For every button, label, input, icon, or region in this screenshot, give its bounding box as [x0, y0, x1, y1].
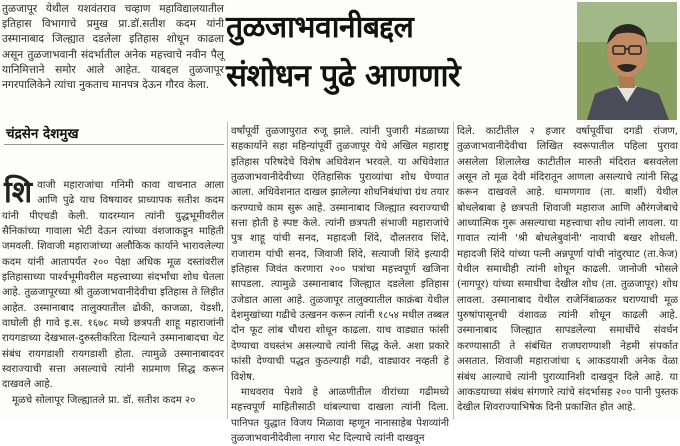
article-intro [2, 2, 224, 93]
column-2-paragraph-1: वर्षांपूर्वी तुळजापुरात रुजू झाले. त्यांनी पुजारी मंडळाच्या सहकार्याने सहा महिन्यांपूर्वी तुळजापूर येथे अखिल महाराष्ट्र इतिहास परिषदेचे विशेष अधिवेशन भरवले. या अधिवेशात तुळजाभवानीदेवीच्या ऐतिहासिक पुराव्यांचा शोध घेण्यात आला. अधिवेशनात दाखल झालेल्या शोधनिबंधांचा ग्रंथ तयार करण्याचे काम सुरू आहे. उस्मानाबाद जिल्ह्यात स्वराज्याची सत्ता होती हे स्पष्ट केले. त्यांनी छत्रपती संभाजी महाराजांचे पुत्र शाहू यांची सनद, महादजी शिंदे, दौलतराव शिंदे, राजाराम यांची सनद, जिवाजी शिंदे, सत्याजी शिंदे इत्यादी इतिहास जिवंत करणारा २०० पत्रांचा महत्त्वपूर्ण खजिना सापडला. त्यामुळे उस्मानाबाद जिल्ह्यात दडलेला इतिहास उजेडात आला आहे. तुळजापूर तालुक्यातील काक्रंबा येथील देशमुखांच्या गढीचे उत्खनन करून त्यांनी १८५४ मधील तब्बल दोन फूट लांब चौथरा शोधून काढला. याच वाड्यात फांसी देण्याचा वधस्तंभ असल्याचे त्यांनी सिद्ध केले. अशा प्रकारे फांसी देण्याची पद्धत कुठल्याही गढी, वाड्यावर नव्हती हे विशेष. [231, 126, 449, 383]
article-column-2 [231, 124, 449, 446]
column-1-paragraph-2: मूळचे सोलापूर जिल्ह्यातले प्रा. डॉ. सतीश कदम २० [12, 394, 196, 406]
article-column-1 [2, 175, 224, 408]
author-photo [577, 2, 677, 120]
headline-line-2: संशोधन पुढे आणणारे [226, 58, 461, 94]
intro-text: तुळजापूर येथील यशवंतराव चव्हाण महाविद्यालयातील इतिहास विभागाचे प्रमुख प्रा.डॉ.सतीश कदम यांनी उस्मानाबाद जिल्ह्यात दडलेला इतिहास शोधून काढला असून तुळजाभवानी संदर्भातील अनेक महत्त्वाचे नवीन पैलू यानिमित्ताने समोर आले आहेत. याबद्दल तुळजापूर नगरपालिकेने त्यांचा नुकताच मानपत्र देऊन गौरव केला. [2, 3, 224, 92]
article-column-3 [457, 124, 678, 416]
column-divider-1 [227, 122, 228, 419]
column-divider-2 [453, 122, 454, 419]
author-byline: चंद्रसेन देशमुख [6, 126, 79, 142]
portrait-image [577, 2, 677, 120]
drop-cap: शि [4, 175, 33, 210]
byline-divider [4, 144, 224, 145]
headline-line-1: तुळजाभवानीबद्दल [226, 10, 414, 45]
column-3-paragraph-1: दिले. काटीतील २ हजार वर्षापूर्वीचा दगडी रांजण, तुळजाभवानीदेवीचा लिखित स्वरूपातील पहिला पुरावा असलेला शिलालेख काटीतील मारुती मंदिरात बसवलेला असून तो मूळ देवी मंदिरातून आणला असल्याचे त्यांनी सिद्ध करून दाखवले आहे. धामणगाव (ता. बार्शी) येथील बोधलेबाबा हे छत्रपती शिवाजी महाराज आणि औरंगजेबाचे आध्यात्मिक गुरू असल्याचा महत्त्वाचा शोध त्यांनी लावला. या गावात त्यांनी 'श्री बोधलेबुवांनी' नावाची बखर शोधली. महादजी शिंदे यांच्या पत्नी अन्नपूर्णा यांची नांदुरघाट (ता.केज) येथील समाधीही त्यांनी शोधून काढली. जानोजी भोसले (नागपूर) यांच्या समाधीचा देखील शोध (ता. तुळजापूर) शोध लावला. उस्मानाबाद येथील राजेनिंबाळकर घराण्याची मूळ पुरुषांपासूनची वंशावळ त्यांनी शोधून काढली आहे. उस्मानाबाद जिल्ह्यात सापडलेल्या समाधींचे संवर्धन करण्यासाठी ते संबंधित राजघराण्याशी नेहमी संपर्कात असतात. शिवाजी महाराजांचा ६ आकडयाशी अनेक वेळा संबंध आल्याचे त्यांनी पुराव्यानिशी दाखवून दिले आहे. या आकडयाच्या संबंध संगणारे त्यांचे संदर्भासह २०० पानी पुस्तक देखील शिवराज्याभिषेक दिनी प्रकाशित होत आहे. [457, 126, 678, 414]
column-2-paragraph-2: माधवराव पेशवे हे आळणीतील वीरांच्या गढीमध्ये महत्त्वपूर्ण माहितीसाठी थांबल्याचा दाखला त्यांनी दिला. पानिपत युद्धात विजय मिळावा म्हणून नानासाहेब पेशव्यांनी तुळजाभवानीदेवीला नगारा भेट दिल्याचे त्यांनी दाखवून [231, 386, 449, 444]
headline [226, 4, 574, 100]
column-1-paragraph-1: वाजी महाराजांचा गनिमी कावा वाचनात आला आणि पुढे याच विषयावर प्राध्यापक सतीश कदम यांनी पीएचडी केली. यादरम्यान त्यांनी युद्धभूमीवरील सैनिकांच्या गावाला भेटी देऊन त्यांच्या वंशजाकडून माहिती जमवली. शिवाजी महाराजांच्या अलौकिक कार्याने भारावलेल्या कदम यांनी आतापर्यंत २०० पेक्षा अधिक मूळ दस्तांवरील इतिहासाच्या पार्श्वभूमीवरील महत्त्वाच्या संदर्भांचा शोध घेतला आहे. तुळजापूरच्या श्री तुळजाभवानीदेवीचा इतिहास ते लिहीत आहेत. उस्मानाबाद तालुक्यातील ढोकी, काजळा, येडशी, वाघोली ही गावे इ.स. १६७८ मध्ये छत्रपती शाहू महाराजांनी रायगडाच्या देखभाल-दुरुस्तीकरिता दिल्याने उस्मानाबादचा थेट संबंध रायगडाशी रायगडाशी होता. त्यामुळे उस्मानाबादवर स्वराज्याची सत्ता असल्याचे त्यांनी सप्रमाण सिद्ध करून दाखवले आहे. [2, 180, 224, 391]
